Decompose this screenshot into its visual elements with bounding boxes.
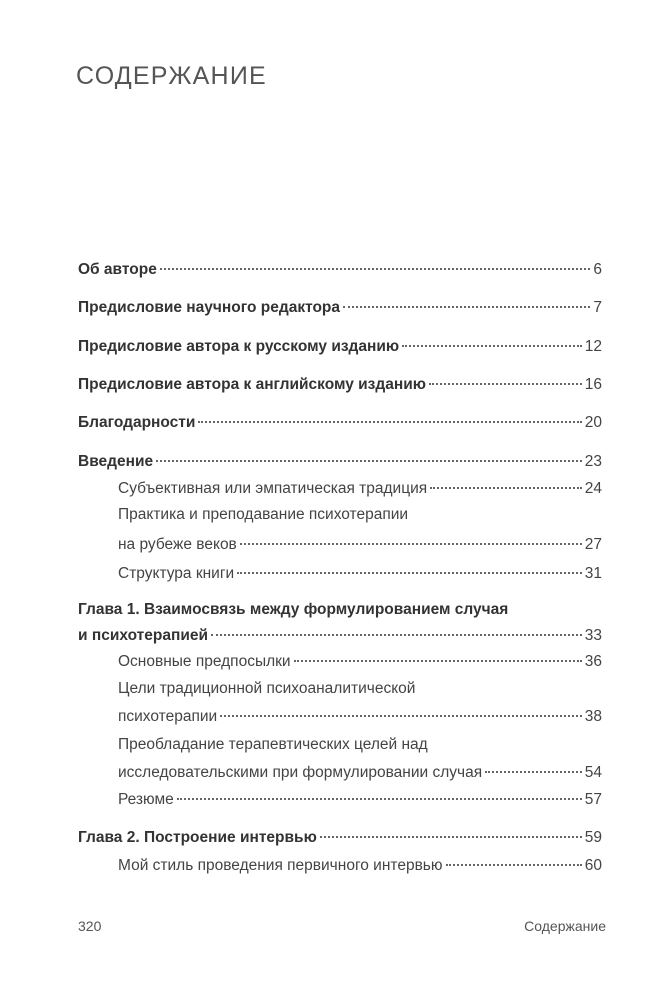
toc-entry-russian-preface [78, 335, 602, 359]
toc-subentry-book-structure [118, 562, 602, 586]
toc-entry-english-preface [78, 373, 602, 397]
toc-entry-title: Резюме [118, 791, 174, 808]
toc-subentry-therapeutic-goals [118, 733, 602, 781]
toc-entry-page: 31 [584, 565, 602, 582]
toc-entry-title: на рубеже веков [118, 536, 237, 553]
toc-entry-page: 60 [584, 857, 602, 874]
toc-subentry-practice-teaching [118, 503, 602, 553]
toc-entry-page: 36 [584, 653, 602, 670]
toc-subentry-premises [118, 650, 602, 674]
toc-entry-page: 54 [584, 764, 602, 781]
toc-entry-title: Предисловие научного редактора [78, 299, 341, 316]
page-number: 320 [78, 918, 102, 934]
toc-entry-title: Субъективная или эмпатическая традиция [118, 480, 428, 497]
toc-entry-page: 20 [584, 414, 602, 431]
toc-entry-title-line1: Практика и преподавание психотерапии [118, 506, 409, 523]
toc-subentry-summary [118, 788, 602, 812]
leader-dots [320, 836, 582, 838]
toc-entry-page: 57 [584, 791, 602, 808]
toc-entry-page: 16 [584, 376, 602, 393]
leader-dots [156, 460, 582, 462]
running-title: Содержание [524, 918, 606, 934]
toc-entry-title-line1: Глава 1. Взаимосвязь между формулированием случая [78, 601, 509, 618]
toc-entry-title: Основные предпосылки [118, 653, 291, 670]
toc-entry-title: Предисловие автора к русскому изданию [78, 338, 400, 355]
leader-dots [294, 660, 582, 662]
toc-entry-page: 6 [593, 261, 602, 278]
toc-entry-chapter-1 [78, 598, 602, 644]
toc-entry-acknowledgements [78, 411, 602, 435]
toc-entry-title: Структура книги [118, 565, 235, 582]
toc-entry-title-line1: Цели традиционной психоаналитической [118, 680, 416, 697]
toc-entry-title: психотерапии [118, 708, 218, 725]
toc-subentry-interview-style [118, 854, 602, 878]
toc-entry-title: Благодарности [78, 414, 196, 431]
leader-dots [220, 715, 582, 717]
toc-subentry-psychoanalytic-goals [118, 677, 602, 725]
toc-entry-title: Глава 2. Построение интервью [78, 829, 317, 846]
toc-entry-page: 12 [584, 338, 602, 355]
leader-dots [240, 543, 582, 545]
toc-subentry-empathic-tradition [118, 477, 602, 501]
toc-entry-title: исследовательскими при формулировании случая [118, 764, 483, 781]
toc-entry-page: 23 [584, 453, 602, 470]
leader-dots [446, 864, 582, 866]
leader-dots [160, 268, 591, 270]
leader-dots [485, 771, 582, 773]
toc-entry-title: Об авторе [78, 261, 157, 278]
leader-dots [343, 306, 590, 308]
leader-dots [211, 634, 582, 636]
page-title: СОДЕРЖАНИЕ [76, 62, 267, 90]
toc-entry-page: 24 [584, 480, 602, 497]
toc-entry-page: 38 [584, 708, 602, 725]
toc-entry-title: Введение [78, 453, 154, 470]
toc-entry-introduction [78, 450, 602, 474]
leader-dots [429, 383, 582, 385]
leader-dots [177, 798, 582, 800]
leader-dots [430, 487, 582, 489]
leader-dots [402, 345, 582, 347]
toc-entry-about-author [78, 258, 602, 282]
toc-entry-title: Предисловие автора к английскому изданию [78, 376, 426, 393]
toc-entry-editor-preface [78, 296, 602, 320]
toc-entry-page: 7 [593, 299, 602, 316]
toc-entry-title: и психотерапией [78, 627, 209, 644]
toc-entry-title-line1: Преобладание терапевтических целей над [118, 736, 428, 753]
leader-dots [237, 572, 582, 574]
toc-entry-page: 27 [584, 536, 602, 553]
toc-entry-page: 33 [584, 627, 602, 644]
leader-dots [198, 421, 581, 423]
toc-entry-page: 59 [584, 829, 602, 846]
toc-entry-title: Мой стиль проведения первичного интервью [118, 857, 443, 874]
toc-entry-chapter-2 [78, 826, 602, 850]
